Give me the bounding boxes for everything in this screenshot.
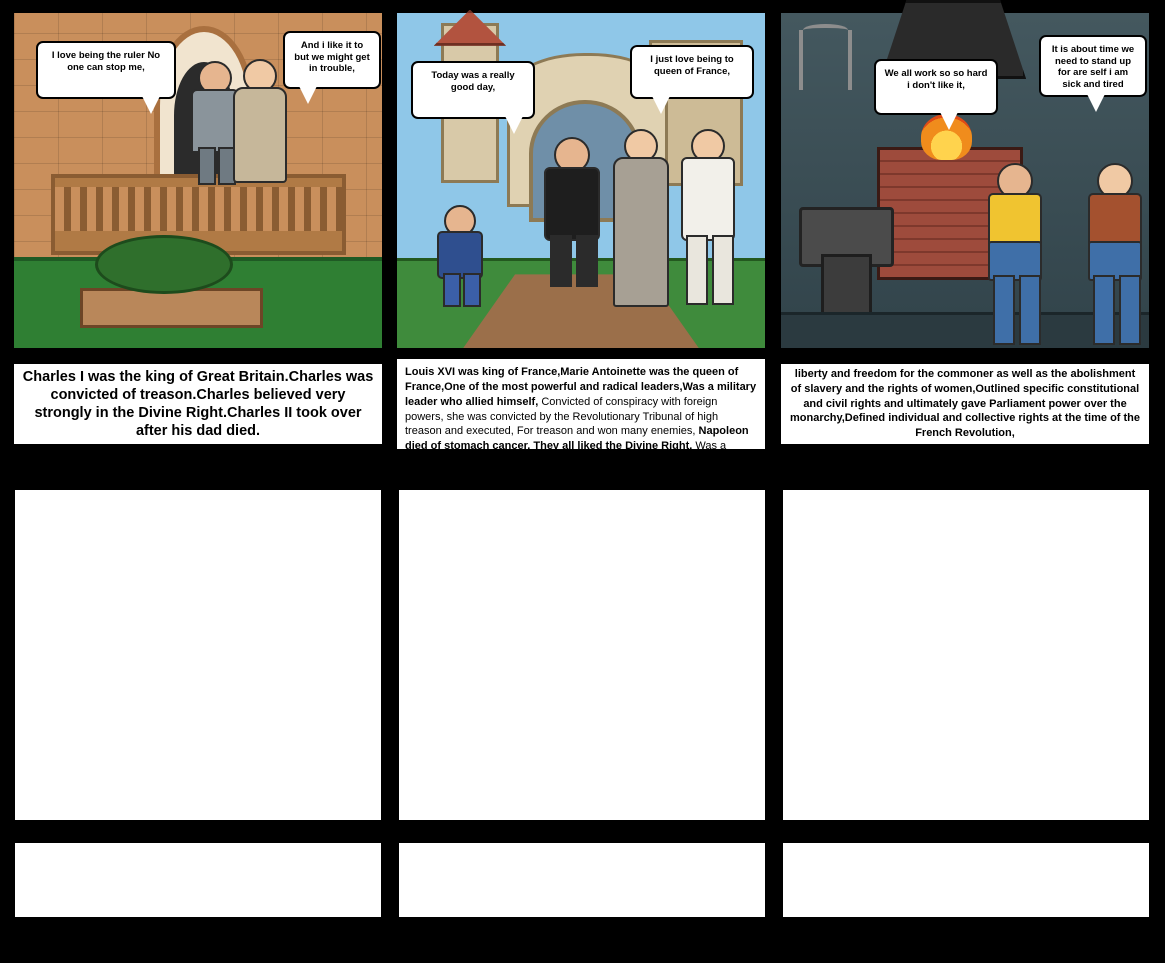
- caption-seg-3: Napoleon died of stomach cancer, They all liked the Divine Right,: [405, 425, 749, 453]
- speech-bubble-worker-1: [874, 59, 998, 115]
- panel-3-caption[interactable]: [778, 361, 1152, 447]
- balustrade: [55, 187, 342, 231]
- speech-tail: [1087, 94, 1105, 112]
- speech-bubble-louis-text: Today was a really good day,: [431, 70, 515, 93]
- worker-1-leg-left: [993, 275, 1015, 345]
- caption-seg-6: He: [527, 469, 546, 486]
- caption-seg-7: crowned himself emperor in 1804,: [548, 473, 714, 486]
- speech-bubble-louis: [411, 61, 535, 119]
- speech-bubble-queen: [283, 31, 381, 89]
- speech-tail: [940, 112, 958, 130]
- scene-blacksmith-forge: [781, 13, 1149, 348]
- speech-bubble-worker-2: [1039, 35, 1147, 97]
- speech-tail: [299, 86, 317, 104]
- panel-1-caption-text: Charles I was the king of Great Britain.Charles was convicted of treason.Charles believed very strongly in the Divine Right.Charles II took over after his dad died.: [22, 368, 374, 440]
- aristocrat-coat: [681, 157, 735, 241]
- soldier-coat: [437, 231, 483, 279]
- speech-tail: [142, 96, 160, 114]
- worker-2-leg-left: [1093, 275, 1115, 345]
- panel-7-empty[interactable]: [12, 840, 384, 920]
- caption-seg-2: Convicted of conspiracy with foreign powers, she was convicted by the Revolutionary Tribunal of high treason and executed, For treason and won many enemies,: [405, 395, 719, 438]
- worker-2-leg-right: [1119, 275, 1141, 345]
- character-queen-marie: [612, 129, 670, 307]
- panel-3-caption-text: liberty and freedom for the commoner as well as the abolishment of slavery and the rights of women,Outlined specific constitutional and civil rights and ultimately gave Parliament power over the monarchy,Defined individual and collective rights at the time of the French Revolution,: [789, 367, 1141, 440]
- speech-bubble-queen-text: And i like it to but we might get in trouble,: [294, 40, 370, 75]
- soldier-leg-left: [443, 273, 461, 307]
- flower-bush: [95, 235, 233, 295]
- man-black-leg-right: [576, 235, 598, 287]
- stone-steps: [80, 288, 263, 328]
- worker-1-leg-right: [1019, 275, 1041, 345]
- queen-marie-gown: [613, 157, 669, 307]
- character-worker-1: [987, 163, 1043, 345]
- queen-gown: [233, 87, 287, 183]
- soldier-leg-right: [463, 273, 481, 307]
- scene-castle-balcony: [14, 13, 382, 348]
- speech-tail: [505, 116, 523, 134]
- speech-bubble-marie-text: I just love being to queen of France,: [650, 54, 734, 77]
- speech-bubble-worker-1-text: We all work so so hard i don't like it,: [884, 68, 988, 91]
- caption-seg-1: Louis XVI was king of France,Marie Antoinette was the queen of France,One of the most powerful and radical leaders,Was a military leader who allied himself,: [405, 366, 757, 408]
- panel-9-empty[interactable]: [780, 840, 1152, 920]
- character-queen: [232, 59, 288, 183]
- character-aristocrat: [680, 129, 736, 307]
- character-soldier: [433, 205, 487, 303]
- speech-bubble-worker-2-text: It is about time we need to stand up for are self i am sick and tired: [1051, 44, 1135, 90]
- panel-2-caption[interactable]: [394, 356, 768, 486]
- caption-seg-5: period of state-sanctioned violence and mass executions during the French Revolution,: [405, 455, 742, 486]
- king-leg-left: [198, 147, 216, 185]
- panel-6-empty[interactable]: [780, 487, 1152, 823]
- panel-4-empty[interactable]: [12, 487, 384, 823]
- panel-5-empty[interactable]: [396, 487, 768, 823]
- panel-8-empty[interactable]: [396, 840, 768, 920]
- character-worker-2: [1087, 163, 1143, 345]
- panel-3-forge-scene[interactable]: [778, 10, 1152, 351]
- man-black-leg-left: [550, 235, 572, 287]
- panel-1-caption[interactable]: [11, 361, 385, 447]
- panel-1-castle-scene[interactable]: [11, 10, 385, 351]
- caliper-tool-icon: [799, 30, 851, 90]
- speech-bubble-king: [36, 41, 176, 99]
- speech-tail: [652, 96, 670, 114]
- aristocrat-leg-right: [712, 235, 734, 305]
- man-black-coat: [544, 167, 600, 241]
- panel-2-caption-text: [405, 365, 757, 488]
- speech-bubble-king-text: I love being the ruler No one can stop me,: [51, 50, 161, 73]
- caption-seg-4: Was a: [695, 440, 727, 453]
- aristocrat-leg-left: [686, 235, 708, 305]
- speech-bubble-marie: [630, 45, 754, 99]
- panel-2-town-scene[interactable]: [394, 10, 768, 351]
- character-man-black: [542, 137, 602, 305]
- scene-medieval-town: [397, 13, 765, 348]
